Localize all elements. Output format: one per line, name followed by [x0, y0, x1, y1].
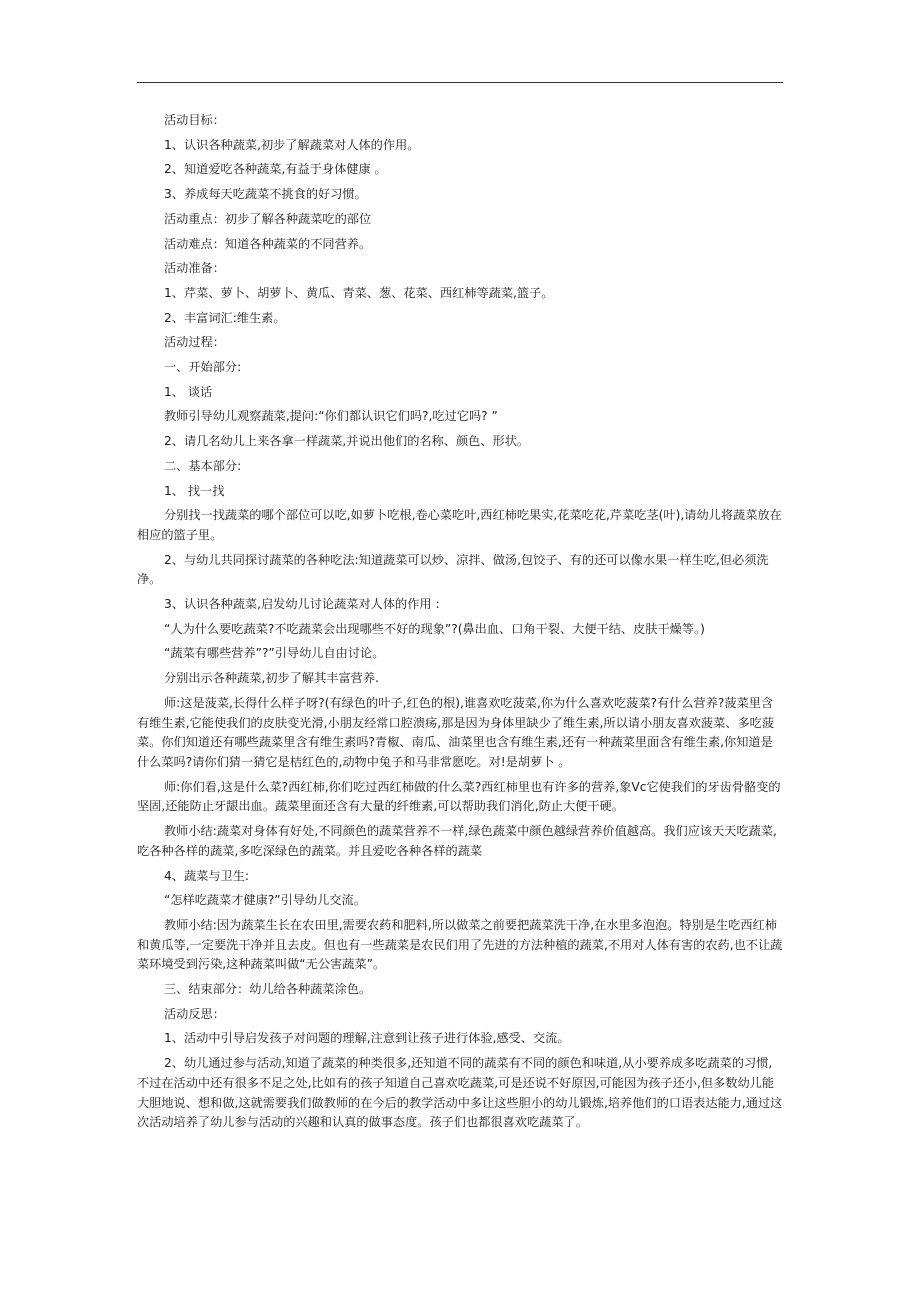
paragraph-part-1-1-text: 教师引导幼儿观察蔬菜,提问:“你们都认识它们吗?,吃过它吗? ” [164, 409, 498, 424]
paragraph-reflection-1: 1、活动中引导启发孩子对问题的理解,注意到让孩子进行体验,感受、交流。 [164, 1031, 570, 1046]
paragraph-part-2-3: 3、认识各种蔬菜,启发幼儿讨论蔬菜对人体的作用 : [164, 597, 440, 612]
paragraph-goal-3: 3、养成每天吃蔬菜不挑食的好习惯。 [164, 187, 367, 202]
paragraph-part-1: 一、开始部分: [164, 360, 242, 375]
paragraph-prep-1: 1、芹菜、萝卜、胡萝卜、黄瓜、青菜、葱、花菜、西红柿等蔬菜,篮子。 [164, 285, 554, 300]
paragraph-q-1: “人为什么要吃蔬菜?不吃蔬菜会出现哪些不好的现象”?(鼻出血、口角干裂、大便干结、皮肤干燥等。) [164, 621, 705, 636]
paragraph-part-2-2: 2、与幼儿共同探讨蔬菜的各种吃法:知道蔬菜可以炒、凉拌、做汤,包饺子、有的还可以像水果一样生吃,但必须洗净。 [137, 552, 769, 587]
paragraph-show: 分别出示各种蔬菜,初步了解其丰富营养. [164, 671, 379, 686]
paragraph-prep-2: 2、丰富词汇:维生素。 [164, 310, 286, 325]
paragraph-part-2-1: 1、 找一找 [164, 483, 225, 498]
paragraph-key-point: 活动重点：初步了解各种蔬菜吃的部位 [164, 211, 372, 226]
paragraph-teacher-1: 师:这是菠菜,长得什么样子呀?(有绿色的叶子,红色的根),谁喜欢吃菠菜,你为什么喜欢吃菠菜?有什么营养?菠菜里含有维生素,它能使我们的皮肤变光滑,小朋友经常口腔溃疡,那是因为身体里缺少了维生素,所以请小朋友喜欢菠菜、多吃菠菜。你们知道还有哪些蔬菜里含有维生素吗?青椒、南瓜、油菜里也含有维生素,还有一种蔬菜里面含有维生素,你知道是什么菜吗?请你们猜一猜它是桔红色的,动物中兔子和马非常愿吃。对!是胡萝卜 。 [137, 695, 775, 769]
paragraph-part-1-2: 2、请几名幼儿上来各拿一样蔬菜,并说出他们的名称、颜色、形状。 [164, 434, 530, 449]
paragraph-summary-1: 教师小结:蔬菜对身体有好处,不同颜色的蔬菜营养不一样,绿色蔬菜中颜色越绿营养价值越高。我们应该天天吃蔬菜,吃各种各样的蔬菜,多吃深绿色的蔬菜。并且爱吃各种各样的蔬菜 [137, 824, 777, 858]
paragraph-goal-1: 1、认识各种蔬菜,初步了解蔬菜对人体的作用。 [164, 137, 420, 152]
paragraph-difficulty: 活动难点：知道各种蔬菜的不同营养。 [164, 236, 372, 251]
paragraph-part-1-1: 1、 谈话 [164, 384, 213, 399]
paragraph-part-2: 二、基本部分: [164, 458, 242, 473]
paragraph-q-2: “蔬菜有哪些营养”?”引导幼儿自由讨论。 [164, 646, 385, 661]
paragraph-part-2-4: 4、蔬菜与卫生: [164, 868, 249, 883]
paragraph-part-2-1-text: 分别找一找蔬菜的哪个部位可以吃,如萝卜吃根,卷心菜吃叶,西红柿吃果实,花菜吃花,芹菜吃茎(叶),请幼儿将蔬菜放在相应的篮子里。 [137, 508, 782, 542]
paragraph-summary-2: 教师小结:因为蔬菜生长在农田里,需要农药和肥料,所以做菜之前要把蔬菜洗干净,在水里多泡泡。特别是生吃西红柿和黄瓜等,一定要洗干净并且去皮。但也有一些蔬菜是农民们用了先进的方法种植的蔬菜,不用对人体有害的农药,也不让蔬菜环境受到污染,这种蔬菜叫做“无公害蔬菜”。 [137, 917, 783, 972]
paragraph-part-3: 三、结束部分：幼儿给各种蔬菜涂色。 [164, 982, 372, 997]
paragraph-reflection-2: 2、幼儿通过参与活动,知道了蔬菜的种类很多,还知道不同的蔬菜有不同的颜色和味道,从小要养成多吃蔬菜的习惯,不过在活动中还有很多不足之处,比如有的孩子知道自己喜欢吃蔬菜,可是还说不好原因,可能因为孩子还小,但多数幼儿能大胆地说、想和做,这就需要我们做教师的在今后的教学活动中多让这些胆小的幼儿锻炼,培养他们的口语表达能力,通过这次活动培养了幼儿参与活动的兴趣和认真的做事态度。孩子们也都很喜欢吃蔬菜了。 [137, 1056, 783, 1130]
paragraph-process-heading: 活动过程： [164, 335, 225, 350]
paragraph-goal-2: 2、知道爱吃各种蔬菜,有益于身体健康 。 [164, 162, 387, 177]
paragraph-reflection-heading: 活动反思： [164, 1006, 225, 1021]
document-body [137, 111, 783, 1138]
header-rule [137, 82, 783, 83]
paragraph-teacher-2: 师:你们看,这是什么菜?西红柿,你们吃过西红柿做的什么菜?西红柿里也有许多的营养,象Vc它使我们的牙齿骨骼变的坚固,还能防止牙龈出血。蔬菜里面还含有大量的纤维素,可以帮助我们消化,防止大便干硬。 [137, 779, 781, 814]
paragraph-goal-heading: 活动目标： [164, 113, 225, 127]
paragraph-q-3: “怎样吃蔬菜才健康?”引导幼儿交流。 [164, 893, 366, 908]
paragraph-prep-heading: 活动准备： [164, 261, 225, 276]
